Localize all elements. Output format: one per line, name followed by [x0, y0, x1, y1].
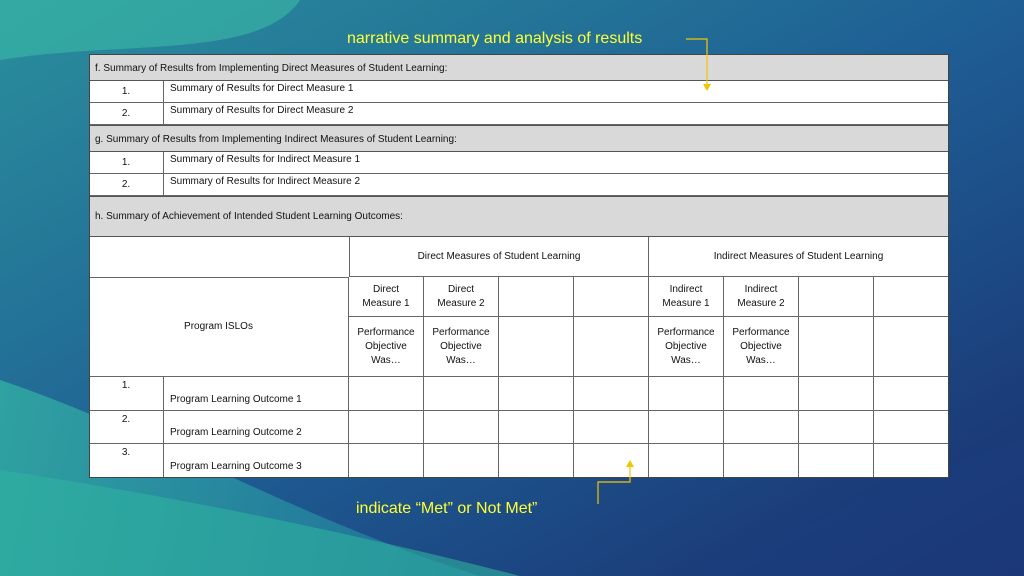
program-islos-header: Program ISLOs [89, 277, 349, 377]
outcome-row-3-cell-4[interactable] [574, 444, 649, 478]
outcome-row-3-cell-6[interactable] [724, 444, 799, 478]
outcomes-corner-cell [89, 237, 349, 277]
outcome-row-1-cell-6[interactable] [724, 377, 799, 411]
objective-direct-2: Performance Objective Was… [424, 317, 499, 377]
outcome-row-3-num: 3. [89, 444, 164, 478]
outcome-row-2-num: 2. [89, 411, 164, 444]
outcome-row-3-cell-3[interactable] [499, 444, 574, 478]
outcome-row-2-cell-6[interactable] [724, 411, 799, 444]
section-g-row-2-label: Summary of Results for Indirect Measure 2 [164, 174, 949, 196]
measure-indirect-1: Indirect Measure 1 [649, 277, 724, 317]
measure-indirect-2: Indirect Measure 2 [724, 277, 799, 317]
section-f-row-2-label: Summary of Results for Direct Measure 2 [164, 103, 949, 125]
outcome-row-1-cell-2[interactable] [424, 377, 499, 411]
outcome-row-3-cell-7[interactable] [799, 444, 874, 478]
section-f-header [89, 54, 949, 81]
outcome-row-2-cell-7[interactable] [799, 411, 874, 444]
outcome-row-2-cell-2[interactable] [424, 411, 499, 444]
objective-blank-3[interactable] [799, 317, 874, 377]
measure-blank-4[interactable] [874, 277, 949, 317]
outcome-row-3-label: Program Learning Outcome 3 [164, 444, 349, 478]
measure-direct-1: Direct Measure 1 [349, 277, 424, 317]
outcome-row-1-label: Program Learning Outcome 1 [164, 377, 349, 411]
objective-blank-1[interactable] [499, 317, 574, 377]
section-f-row-2-num: 2. [89, 103, 164, 125]
section-g-header [89, 125, 949, 152]
assessment-form [89, 54, 949, 478]
outcome-row-1-cell-3[interactable] [499, 377, 574, 411]
section-g-row-1-num: 1. [89, 152, 164, 174]
objective-blank-4[interactable] [874, 317, 949, 377]
section-h-title: h. Summary of Achievement of Intended Student Learning Outcomes: [95, 211, 403, 222]
outcome-row-1-cell-8[interactable] [874, 377, 949, 411]
outcome-row-2-cell-5[interactable] [649, 411, 724, 444]
measure-blank-1[interactable] [499, 277, 574, 317]
indirect-measures-header: Indirect Measures of Student Learning [649, 237, 949, 277]
section-h-header [89, 196, 949, 237]
outcome-row-1-cell-7[interactable] [799, 377, 874, 411]
section-f-title: f. Summary of Results from Implementing Direct Measures of Student Learning: [95, 63, 448, 74]
objective-blank-2[interactable] [574, 317, 649, 377]
section-g-row-1-label: Summary of Results for Indirect Measure 1 [164, 152, 949, 174]
outcome-row-2-cell-8[interactable] [874, 411, 949, 444]
outcome-row-3-cell-2[interactable] [424, 444, 499, 478]
outcome-row-2-cell-4[interactable] [574, 411, 649, 444]
measure-direct-2: Direct Measure 2 [424, 277, 499, 317]
measure-blank-2[interactable] [574, 277, 649, 317]
outcome-row-1-cell-4[interactable] [574, 377, 649, 411]
annotation-met: indicate “Met” or Not Met” [356, 500, 538, 517]
objective-indirect-1: Performance Objective Was… [649, 317, 724, 377]
objective-direct-1: Performance Objective Was… [349, 317, 424, 377]
section-f-row-1-num: 1. [89, 81, 164, 103]
objective-indirect-2: Performance Objective Was… [724, 317, 799, 377]
outcome-row-3-cell-8[interactable] [874, 444, 949, 478]
section-g-title: g. Summary of Results from Implementing Indirect Measures of Student Learning: [95, 134, 457, 145]
section-f-row-1-label: Summary of Results for Direct Measure 1 [164, 81, 949, 103]
outcome-row-1-num: 1. [89, 377, 164, 411]
outcome-row-1-cell-5[interactable] [649, 377, 724, 411]
outcome-row-3-cell-5[interactable] [649, 444, 724, 478]
outcome-row-2-cell-1[interactable] [349, 411, 424, 444]
measure-blank-3[interactable] [799, 277, 874, 317]
outcome-row-2-label: Program Learning Outcome 2 [164, 411, 349, 444]
section-g-row-2-num: 2. [89, 174, 164, 196]
outcome-row-1-cell-1[interactable] [349, 377, 424, 411]
outcome-row-3-cell-1[interactable] [349, 444, 424, 478]
annotation-narrative: narrative summary and analysis of results [347, 30, 643, 47]
outcome-row-2-cell-3[interactable] [499, 411, 574, 444]
direct-measures-header: Direct Measures of Student Learning [349, 237, 649, 277]
